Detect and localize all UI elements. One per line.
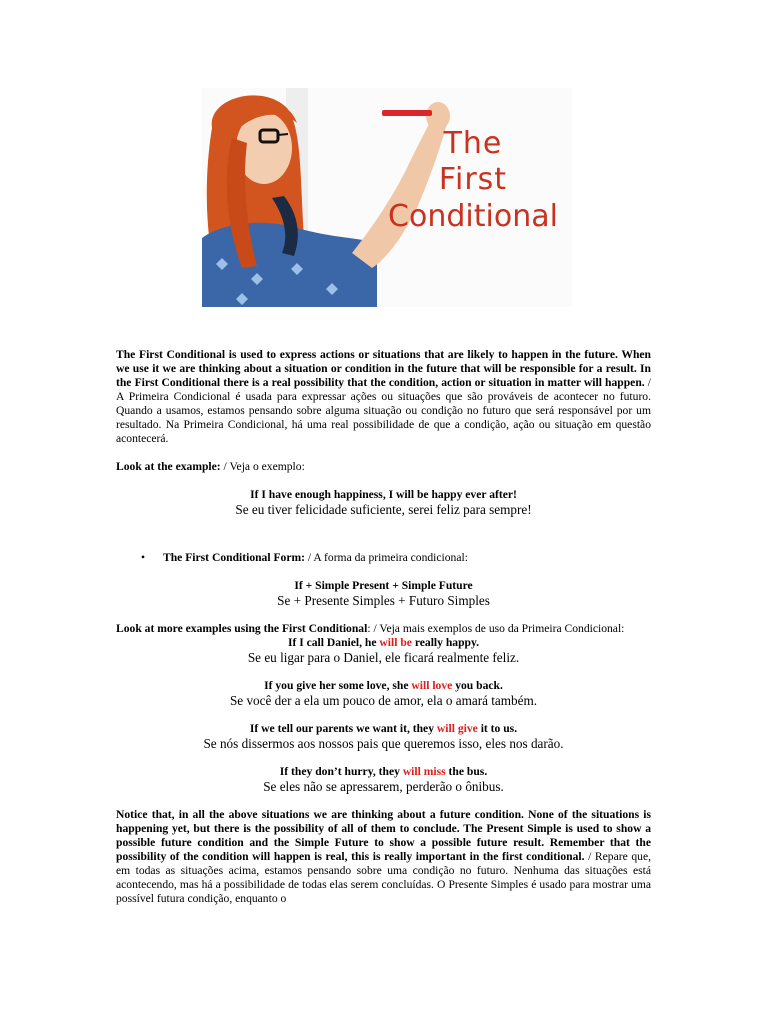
document-body <box>116 348 651 906</box>
notice-plain: / Repare que, em todas as situações acima, estamos pensando sobre uma condição no futuro. Nenhuma das situações está acontecendo, mas há a possibilidade de todas elas serem concluídas. O Presente Simples é usado para mostrar uma possível futura condição, enquanto o <box>116 850 652 905</box>
example-item <box>116 679 651 708</box>
form-bullet-item <box>116 551 651 565</box>
notice-paragraph <box>116 808 651 906</box>
example-pt: Se você der a ela um pouco de amor, ela o amará também. <box>229 693 538 708</box>
intro-bold: The First Conditional is used to express actions or situations that are likely to happen in the future. When we use it we are thinking about a situation or condition in the future that will be responsible for a result. In the First Conditional there is a real possibility that the condition, action or situation in matter will happen. <box>116 348 651 389</box>
form-formula <box>116 579 651 608</box>
intro-paragraph <box>116 348 651 446</box>
form-bold: The First Conditional Form: <box>163 551 306 564</box>
hero-title-line1: The <box>443 126 503 161</box>
example-verb: will love <box>411 679 453 692</box>
example-en: If we tell our parents we want it, they will give it to us. <box>249 722 518 735</box>
intro-plain: / A Primeira Condicional é usada para expressar ações ou situações que são prováveis de acontecer no futuro. Quando a usamos, estamos pensando sobre alguma situação ou condição no futuro que será responsável por um resultado. Na Primeira Condicional, há uma real possibilidade de que a condição, ação ou situação em questão acontecerá. <box>116 376 652 445</box>
more-examples-intro <box>116 622 651 636</box>
example-pt: Se nós dissermos aos nossos pais que queremos isso, eles nos darão. <box>203 736 564 751</box>
look-bold: Look at the example: <box>116 460 221 473</box>
hero-title-line3: Conditional <box>388 199 558 234</box>
example-en: If they don’t hurry, they will miss the bus. <box>279 765 488 778</box>
example-en: If you give her some love, she will love you back. <box>264 679 503 692</box>
look-paragraph <box>116 460 651 474</box>
hero-title <box>378 128 568 233</box>
example-pt: Se eu ligar para o Daniel, ele ficará realmente feliz. <box>247 650 520 665</box>
example-en: If I call Daniel, he will be really happy. <box>287 636 480 649</box>
example-item <box>116 722 651 751</box>
example-pt: Se eles não se apressarem, perderão o ônibus. <box>263 779 504 794</box>
form-formula-en: If + Simple Present + Simple Future <box>294 579 473 592</box>
main-example <box>116 488 651 517</box>
more-plain: : / Veja mais exemplos de uso da Primeira Condicional: <box>367 622 625 635</box>
example-verb: will be <box>379 636 412 649</box>
example-verb: will miss <box>402 765 446 778</box>
look-plain: / Veja o exemplo: <box>220 460 305 473</box>
hero-illustration <box>202 88 572 307</box>
form-plain: / A forma da primeira condicional: <box>305 551 468 564</box>
example-item <box>116 636 651 665</box>
hero-title-line2: First <box>438 161 508 197</box>
notice-bold: Notice that, in all the above situations we are thinking about a future condition. None of the situations is happening yet, but there is the possibility of all of them to conclude. The Present Simple is used to show a possible future condition and the Simple Future to show a possible future result. Remember that the possibility of the condition will happen is real, this is really important in the first conditional. <box>116 808 651 863</box>
more-bold: Look at more examples using the First Conditional <box>116 622 368 635</box>
main-example-en: If I have enough happiness, I will be happy ever after! <box>250 488 517 501</box>
example-item <box>116 765 651 794</box>
form-formula-pt: Se + Presente Simples + Futuro Simples <box>277 593 490 608</box>
main-example-pt: Se eu tiver felicidade suficiente, serei feliz para sempre! <box>235 502 532 517</box>
example-verb: will give <box>436 722 478 735</box>
bullet-dot: • <box>141 551 146 564</box>
